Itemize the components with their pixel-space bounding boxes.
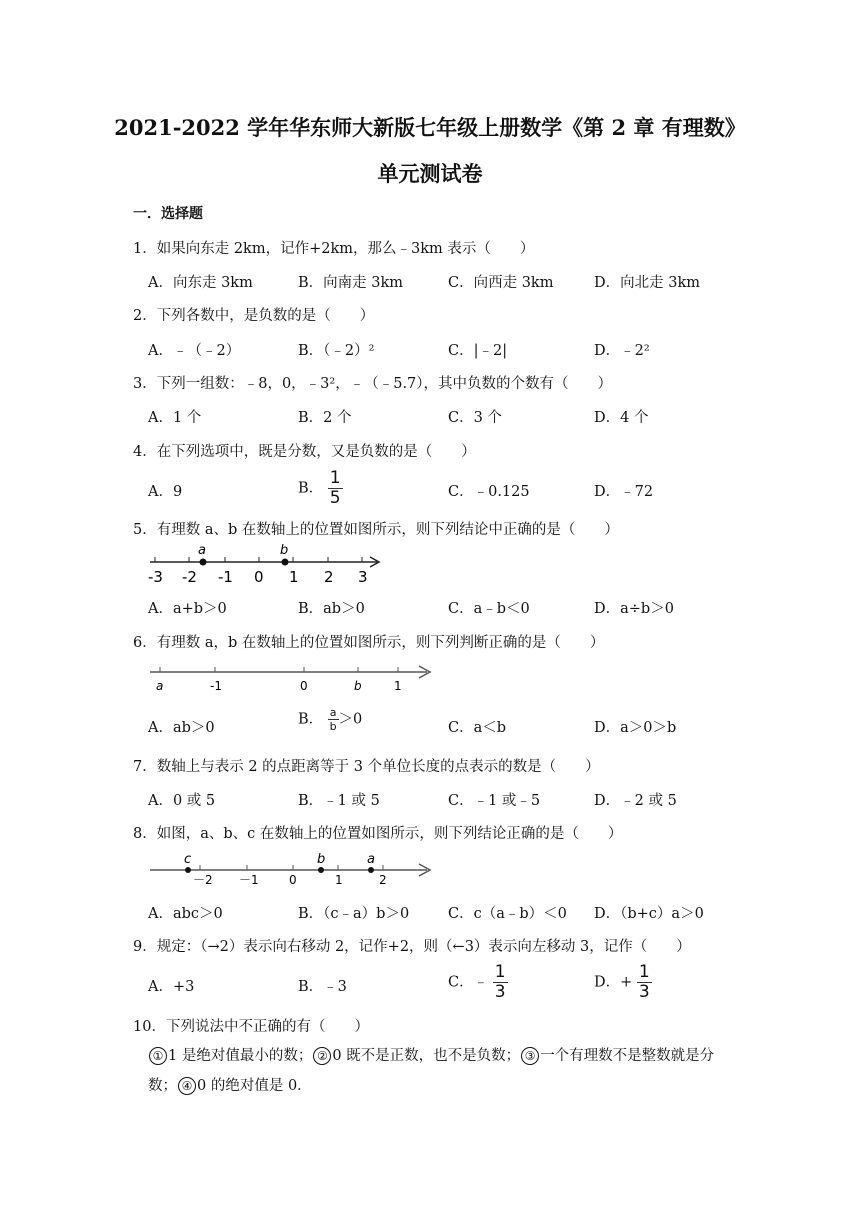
fraction-one-fifth: $\frac{1}{5}$	[329, 468, 341, 508]
q7-option-d[interactable]: D．﹣2 或 5	[594, 793, 677, 809]
q7-option-c[interactable]: C．﹣1 或﹣5	[448, 793, 541, 809]
q8-point-a-label: a	[367, 852, 375, 867]
q6-label: 1	[394, 679, 402, 693]
q9-option-d[interactable]	[594, 964, 652, 1001]
q2-option-a[interactable]: A．﹣（﹣2）	[148, 343, 241, 359]
question-9-stem: 9．规定：（→2）表示向右移动 2，记作+2，则（←3）表示向左移动 3，记作（ ）	[133, 939, 691, 955]
question-3-stem: 3．下列一组数：﹣8，0，﹣3²，﹣（﹣5.7），其中负数的个数有（ ）	[133, 376, 613, 392]
q10-statements	[148, 1041, 748, 1101]
question-1-stem: 1．如果向东走 2km，记作+2km，那么﹣3km 表示（ ）	[133, 241, 535, 257]
q5-tick-label: -2	[182, 568, 197, 586]
q5-option-d[interactable]: D．a÷b＞0	[594, 601, 674, 617]
q4-option-c[interactable]: C．﹣0.125	[448, 484, 530, 500]
q6-option-b-tail: ＞0	[338, 711, 363, 728]
q8-number-line	[147, 850, 437, 886]
q2-option-c[interactable]: C．|﹣2|	[448, 343, 508, 359]
statement-3-cont: 数；	[148, 1078, 177, 1094]
q6-label: 0	[300, 679, 308, 693]
q5-option-b[interactable]: B．ab＞0	[298, 601, 365, 617]
marker-3: ③	[521, 1047, 539, 1065]
q7-option-b[interactable]: B．﹣1 或 5	[298, 793, 380, 809]
q4-option-a[interactable]: A．9	[148, 484, 183, 500]
q5-option-a[interactable]: A．a+b＞0	[148, 601, 227, 617]
q1-option-b[interactable]: B．向南走 3km	[298, 275, 404, 291]
q5-point-b-label: b	[280, 543, 289, 558]
q8-tick-label: 2	[379, 873, 387, 886]
q3-option-b[interactable]: B．2 个	[298, 410, 352, 426]
q3-option-c[interactable]: C．3 个	[448, 410, 502, 426]
question-4-stem: 4．在下列选项中，既是分数，又是负数的是（ ）	[133, 444, 476, 460]
q9-option-a[interactable]: A．+3	[148, 979, 195, 995]
statement-2: 0 既不是正数，也不是负数；	[332, 1048, 521, 1064]
q6-number-line	[147, 662, 437, 694]
q6-option-d[interactable]: D．a＞0＞b	[594, 720, 677, 736]
q5-point-b	[282, 559, 289, 566]
fraction-a-over-b: $\frac{a}{b}$	[329, 706, 337, 733]
q5-number-line	[145, 542, 390, 588]
question-6-stem: 6．有理数 a，b 在数轴上的位置如图所示，则下列判断正确的是（ ）	[133, 635, 605, 651]
fraction-one-third: $\frac{1}{3}$	[638, 962, 650, 1002]
q5-point-a	[200, 559, 207, 566]
q5-tick-label: -1	[218, 568, 233, 586]
section-heading: 一．选择题	[133, 206, 203, 222]
question-10-stem: 10．下列说法中不正确的有（ ）	[133, 1019, 369, 1035]
q2-option-b[interactable]: B．（﹣2）²	[298, 343, 375, 359]
q9-option-c[interactable]	[448, 964, 508, 1001]
q8-tick-label: －1	[239, 873, 259, 886]
question-8-stem: 8．如图，a、b、c 在数轴上的位置如图所示，则下列结论正确的是（ ）	[133, 826, 623, 842]
q5-point-a-label: a	[198, 543, 206, 558]
q3-option-a[interactable]: A．1 个	[148, 410, 202, 426]
q2-option-d[interactable]: D．﹣2²	[594, 343, 650, 359]
q8-tick-label: －2	[193, 873, 213, 886]
q6-option-b[interactable]	[298, 707, 362, 732]
q1-option-a[interactable]: A．向东走 3km	[148, 275, 253, 291]
question-5-stem: 5．有理数 a、b 在数轴上的位置如图所示，则下列结论中正确的是（ ）	[133, 522, 619, 538]
statement-1: 1 是绝对值最小的数；	[168, 1048, 313, 1064]
question-2-stem: 2．下列各数中，是负数的是（ ）	[133, 308, 375, 324]
q8-tick-label: 1	[335, 873, 343, 886]
q8-tick-label: 0	[289, 873, 297, 886]
marker-2: ②	[313, 1047, 331, 1065]
q8-point-b	[318, 867, 324, 873]
q5-tick-label: 0	[254, 568, 264, 586]
q6-label: a	[156, 679, 164, 693]
q5-tick-label: 3	[358, 568, 368, 586]
q6-label: b	[354, 679, 362, 693]
q1-option-c[interactable]: C．向西走 3km	[448, 275, 554, 291]
q9-option-b[interactable]: B．﹣3	[298, 979, 347, 995]
q5-tick-label: -3	[148, 568, 163, 586]
q8-option-d[interactable]: D．（b+c）a＞0	[594, 906, 704, 922]
q8-point-b-label: b	[317, 852, 326, 867]
q1-option-d[interactable]: D．向北走 3km	[594, 275, 700, 291]
fraction-one-third: $\frac{1}{3}$	[494, 962, 506, 1002]
statement-3: 一个有理数不是整数就是分	[540, 1048, 715, 1064]
title-line-2: 单元测试卷	[377, 161, 483, 186]
q5-option-c[interactable]: C．a﹣b＜0	[448, 601, 530, 617]
q4-option-d[interactable]: D．﹣72	[594, 484, 654, 500]
q6-option-b-label: B．	[298, 711, 324, 728]
q8-option-b[interactable]: B．（c﹣a）b＞0	[298, 906, 410, 922]
q8-point-c	[185, 867, 191, 873]
q4-option-b-label: B．	[298, 480, 324, 497]
q5-tick-label: 1	[289, 568, 299, 586]
q8-option-a[interactable]: A．abc＞0	[148, 906, 223, 922]
q7-option-a[interactable]: A．0 或 5	[148, 793, 216, 809]
statement-4: 0 的绝对值是 0．	[197, 1078, 312, 1094]
marker-1: ①	[149, 1047, 167, 1065]
q6-option-c[interactable]: C．a＜b	[448, 720, 507, 736]
q4-option-b[interactable]	[298, 470, 343, 507]
q5-tick-label: 2	[324, 568, 334, 586]
q8-point-c-label: c	[184, 852, 192, 867]
q6-label: -1	[210, 679, 222, 693]
title-line-1: 2021-2022 学年华东师大新版七年级上册数学《第 2 章 有理数》	[114, 115, 746, 140]
q9-option-d-label: D．+	[594, 974, 633, 991]
q8-point-a	[368, 867, 374, 873]
q9-option-c-label: C．﹣	[448, 974, 489, 991]
q8-option-c[interactable]: C．c（a﹣b）＜0	[448, 906, 567, 922]
marker-4: ④	[178, 1077, 196, 1095]
q6-option-a[interactable]: A．ab＞0	[148, 720, 215, 736]
q3-option-d[interactable]: D．4 个	[594, 410, 649, 426]
question-7-stem: 7．数轴上与表示 2 的点距离等于 3 个单位长度的点表示的数是（ ）	[133, 759, 600, 775]
